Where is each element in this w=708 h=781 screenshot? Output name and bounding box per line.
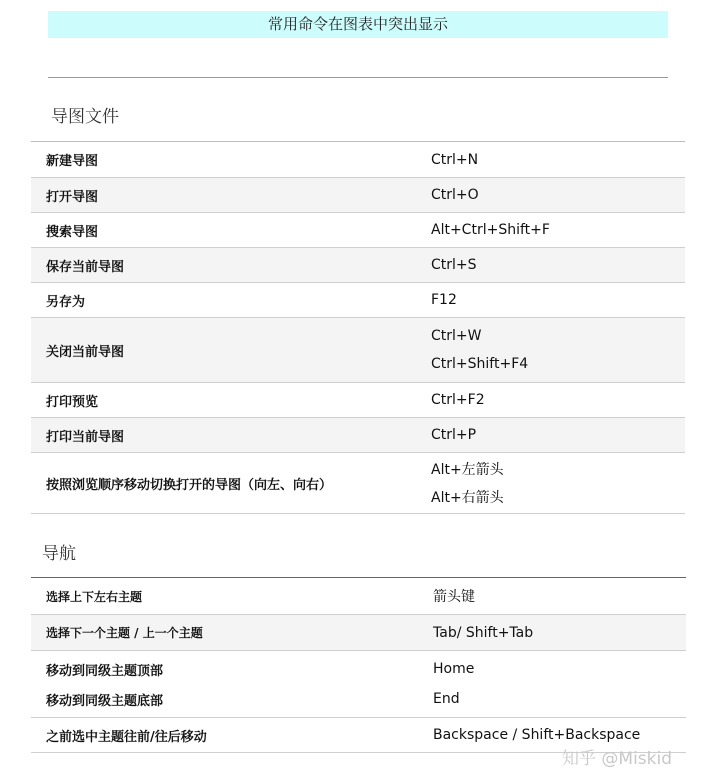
command-label: 关闭当前导图 [46,344,125,360]
table-row [31,247,685,282]
shortcut-keys: 箭头键 [433,589,475,605]
command-label: 之前选中主题往前/往后移动 [46,729,207,745]
shortcut-table-file [31,141,685,514]
shortcut-keys: Ctrl+S [431,257,477,273]
section-title-file: 导图文件 [51,107,119,127]
shortcut-keys: Alt+左箭头 Alt+右箭头 [431,462,504,506]
shortcut-keys: End [433,691,460,707]
table-row [31,142,685,177]
command-label: 选择下一个主题 / 上一个主题 [46,626,203,640]
shortcut-keys: Alt+Ctrl+Shift+F [431,222,550,238]
shortcut-keys: Ctrl+O [431,187,479,203]
command-label: 另存为 [46,294,86,310]
table-row [31,614,686,650]
table-row [31,382,685,417]
command-label: 搜索导图 [46,224,99,240]
command-label: 移动到同级主题底部 [46,693,164,709]
table-row [31,417,685,452]
divider [48,77,668,78]
table-row [31,452,685,513]
shortcut-keys: Ctrl+F2 [431,392,485,408]
shortcut-keys: Ctrl+P [431,427,477,443]
shortcut-table-navigation [31,577,686,753]
command-label: 打开导图 [46,189,99,205]
section-title-navigation: 导航 [42,544,76,564]
command-label: 按照浏览顺序移动切换打开的导图（向左、向右） [46,477,333,493]
table-row [31,177,685,212]
table-row [31,212,685,247]
shortcut-keys: Ctrl+W Ctrl+Shift+F4 [431,328,529,372]
command-label: 新建导图 [46,154,99,169]
command-label: 打印预览 [46,394,99,410]
shortcut-keys: Home [433,661,475,677]
table-row [31,577,686,614]
shortcut-keys: Tab/ Shift+Tab [433,624,534,641]
command-label: 选择上下左右主题 [46,589,143,604]
watermark: 知乎 @Miskid [562,749,673,769]
shortcut-keys: Backspace / Shift+Backspace [433,727,641,743]
command-label: 打印当前导图 [46,429,125,445]
command-label: 移动到同级主题顶部 [46,663,164,679]
table-row [31,317,685,382]
shortcut-keys: Ctrl+N [431,151,479,168]
command-label: 保存当前导图 [46,259,125,275]
shortcut-keys: F12 [431,292,457,308]
table-row [31,282,685,317]
highlight-banner: 常用命令在图表中突出显示 [48,11,668,38]
table-row [31,650,686,717]
